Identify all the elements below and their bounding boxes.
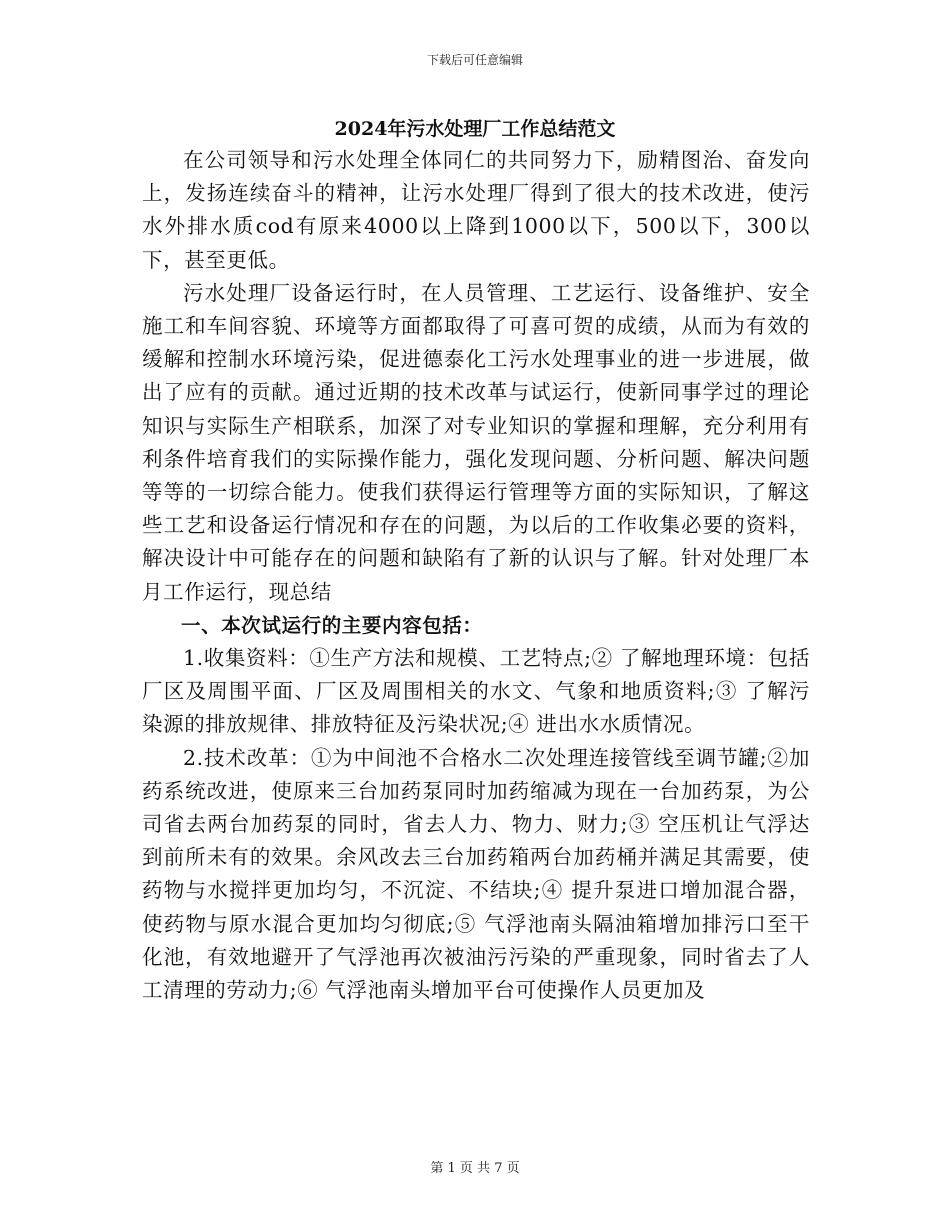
section-heading: 一、本次试运行的主要内容包括：: [181, 613, 483, 637]
list-item-collect-data: 1.收集资料：①生产方法和规模、工艺特点;② 了解地理环境：包括厂区及周围平面、厂区及周围相关的水文、气象和地质资料;③ 了解污染源的排放规律、排放特征及污染状况;④ 进出水水质情况。: [142, 646, 810, 737]
page-number: 第 1 页 共 7 页: [430, 1161, 520, 1176]
document-title: 2024年污水处理厂工作总结范文: [334, 118, 616, 140]
paragraph-intro: 在公司领导和污水处理全体同仁的共同努力下，励精图治、奋发向上，发扬连续奋斗的精神，让污水处理厂得到了很大的技术改进，使污水外排水质cod有原来4000以上降到1000以下，500以下，300以下，甚至更低。: [142, 148, 810, 272]
paragraph-achievements: 污水处理厂设备运行时，在人员管理、工艺运行、设备维护、安全施工和车间容貌、环境等方面都取得了可喜可贺的成绩，从而为有效的缓解和控制水环境污染，促进德泰化工污水处理事业的进一步进展，做出了应有的贡献。通过近期的技术改革与试运行，使新同事学过的理论知识与实际生产相联系，加深了对专业知识的掌握和理解，充分利用有利条件培育我们的实际操作能力，强化发现问题、分析问题、解决问题等等的一切综合能力。使我们获得运行管理等方面的实际知识，了解这些工艺和设备运行情况和存在的问题，为以后的工作收集必要的资料，解决设计中可能存在的问题和缺陷有了新的认识与了解。针对处理厂本月工作运行，现总结: [142, 280, 810, 604]
page-header-note: 下载后可任意编辑: [426, 53, 523, 67]
document-body: [142, 144, 810, 1007]
list-item-tech-reform: 2.技术改革：①为中间池不合格水二次处理连接管线至调节罐;②加药系统改进，使原来三台加药泵同时加药缩减为现在一台加药泵，为公司省去两台加药泵的同时，省去人力、物力、财力;③ 空压机让气浮达到前所未有的效果。余风改去三台加药箱两台加药桶并满足其需要，使药物与水搅拌更加均匀，不沉淀、不结块;④ 提升泵进口增加混合器，使药物与原水混合更加均匀彻底;⑤ 气浮池南头隔油箱增加排污口至干化池，有效地避开了气浮池再次被油污污染的严重现象，同时省去了人工清理的劳动力;⑥ 气浮池南头增加平台可使操作人员更加及: [142, 745, 810, 1003]
